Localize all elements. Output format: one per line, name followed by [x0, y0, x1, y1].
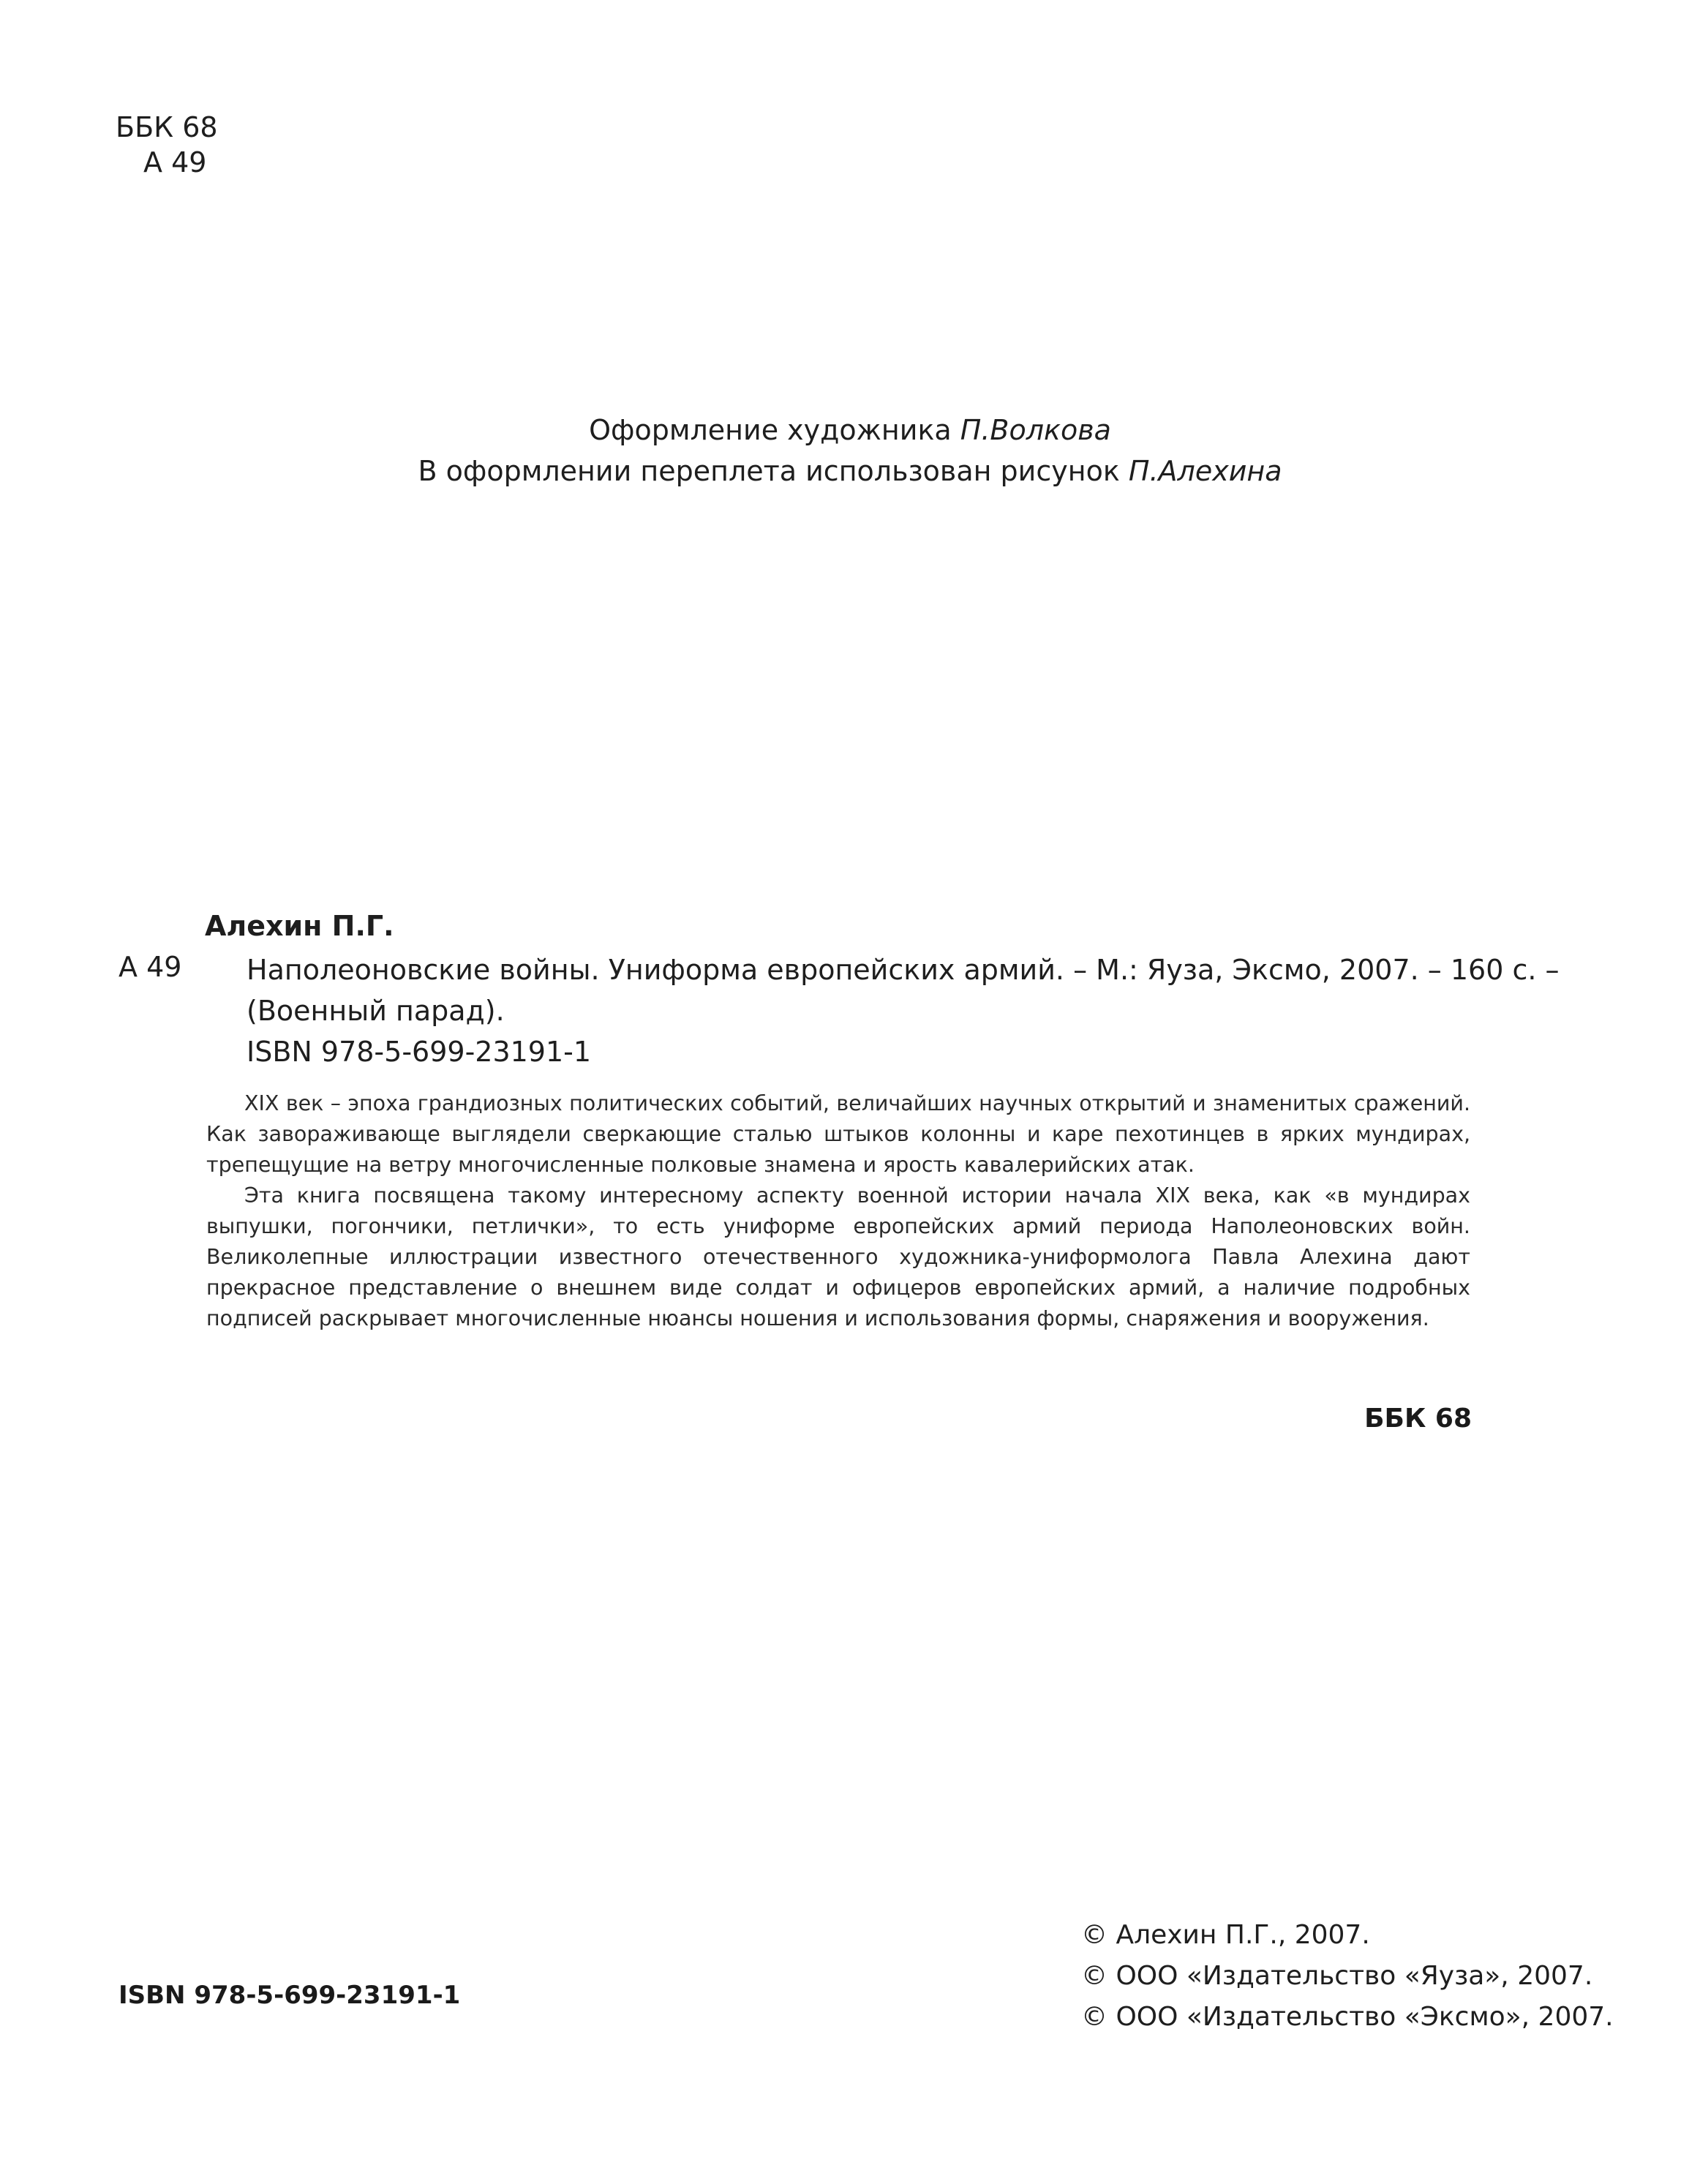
catalog-description: [247, 949, 1607, 1072]
bbk-code: ББК 68: [116, 111, 218, 143]
abstract-paragraph: XIX век – эпоха грандиозных политических событий, величайших научных открытий и знаменитых сражений. Как завораживающе выглядели сверкающие сталью штыков колонны и каре пехотинцев в ярких мундирах, трепещущие на ветру многочисленные полковые знамена и ярость кавалерийских атак.: [206, 1091, 1470, 1177]
abstract-paragraph: Эта книга посвящена такому интересному аспекту военной истории начала XIX века, как «в мундирах выпушки, погончики, петлички», то есть униформе европейских армий периода Наполеоновских войн. Великолепные иллюстрации известного отечественного художника-униформолога Павла Алехина дают прекрасное представление о внешнем виде солдат и офицеров европейских армий, а наличие подробных подписей раскрывает многочисленные нюансы ношения и использования формы, снаряжения и вооружения.: [206, 1183, 1470, 1330]
design-credit-name: П.Волкова: [960, 414, 1111, 446]
catalog-mark: А 49: [119, 951, 182, 983]
copyright-line: © Алехин П.Г., 2007.: [1081, 1920, 1370, 1950]
copyright-block: [1081, 1915, 1614, 2038]
credits-block: [0, 410, 1700, 492]
copyright-line: © ООО «Издательство «Эксмо», 2007.: [1081, 2002, 1614, 2032]
abstract-block: [206, 1088, 1470, 1334]
binding-credit: [0, 451, 1700, 492]
isbn-footer: ISBN 978-5-699-23191-1: [119, 1981, 461, 2010]
design-credit: [0, 410, 1700, 451]
binding-credit-label: В оформлении переплета использован рисунок: [418, 455, 1120, 487]
catalog-title-line: Наполеоновские войны. Униформа европейских армий. – М.: Яуза, Эксмо, 2007. – 160 с. –: [247, 954, 1560, 986]
bbk-footer-code: ББК 68: [1364, 1404, 1472, 1434]
catalog-author: Алехин П.Г.: [205, 910, 394, 942]
catalog-isbn-line: ISBN 978-5-699-23191-1: [247, 1036, 592, 1068]
catalog-series-line: (Военный парад).: [247, 995, 505, 1027]
copyright-line: © ООО «Издательство «Яуза», 2007.: [1081, 1961, 1593, 1991]
design-credit-label: Оформление художника: [589, 414, 952, 446]
classification-block: [116, 110, 218, 180]
author-mark: А 49: [143, 146, 207, 178]
binding-credit-name: П.Алехина: [1128, 455, 1282, 487]
